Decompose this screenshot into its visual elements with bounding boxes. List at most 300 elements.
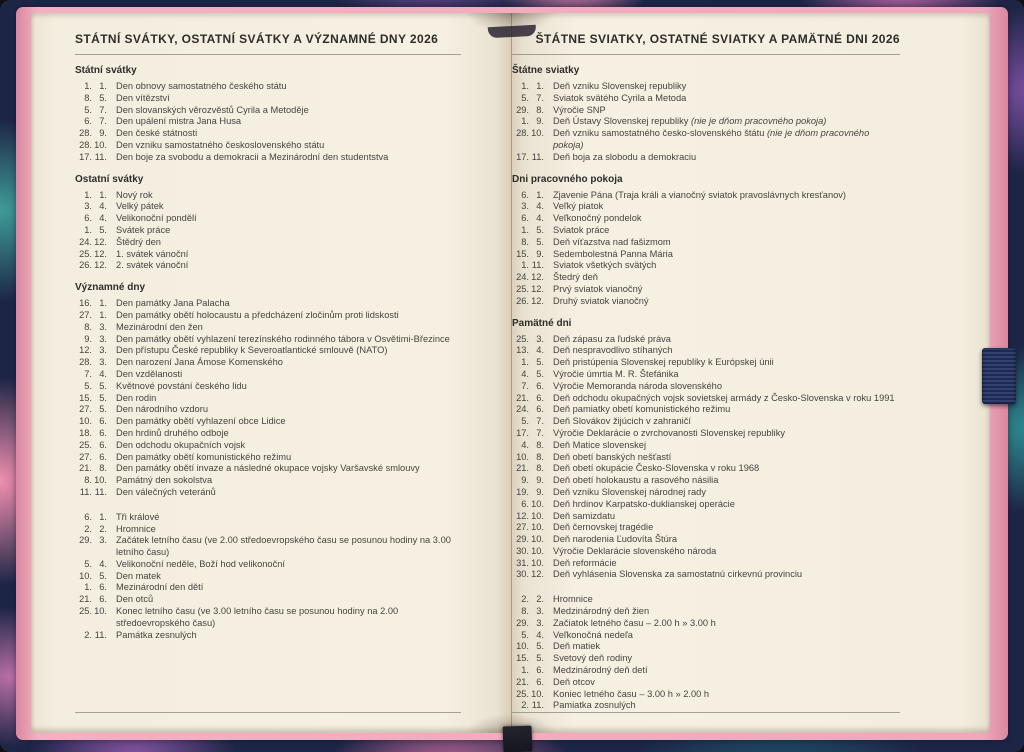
- holiday-month: 11.: [531, 151, 544, 162]
- holiday-month: 3.: [99, 333, 107, 344]
- holiday-month: 7.: [536, 92, 544, 103]
- holiday-row: [75, 81, 461, 93]
- holiday-text: Den matek: [116, 570, 161, 581]
- holiday-text: Veľký piatok: [553, 201, 604, 212]
- elastic-pen-loop: [982, 348, 1016, 404]
- holiday-text: Mezinárodní den žen: [116, 321, 203, 332]
- holiday-month: 5.: [99, 392, 107, 403]
- holiday-text: Deň vzniku Slovenskej republiky: [553, 81, 687, 91]
- holiday-day: 8.: [84, 92, 92, 103]
- holiday-month: 3.: [99, 357, 107, 368]
- holiday-day: 15.: [516, 653, 529, 664]
- holiday-month: 5.: [99, 570, 107, 581]
- left-page: [75, 30, 461, 641]
- holiday-row: [75, 404, 461, 416]
- holiday-day: 15.: [79, 392, 92, 403]
- holiday-row: [512, 452, 900, 464]
- holiday-text: Květnové povstání českého lidu: [116, 380, 247, 391]
- holiday-day: 21.: [516, 463, 529, 474]
- holiday-day: 1.: [521, 357, 529, 368]
- holiday-day: 5.: [521, 416, 529, 427]
- holiday-month: 11.: [94, 486, 107, 497]
- holiday-day: 1.: [521, 665, 529, 676]
- holiday-row: [75, 428, 461, 440]
- holiday-row: [512, 152, 900, 164]
- holiday-row: [75, 393, 461, 405]
- holiday-day: 1.: [521, 116, 529, 127]
- holiday-month: 10.: [531, 688, 544, 699]
- holiday-month: 6.: [536, 380, 544, 391]
- holiday-day: 27.: [79, 309, 92, 320]
- holiday-day: 25.: [516, 333, 529, 344]
- holiday-text: Nový rok: [116, 189, 153, 200]
- holiday-day: 9.: [84, 333, 92, 344]
- holiday-row: [512, 272, 900, 284]
- holiday-day: 28.: [79, 128, 92, 139]
- holiday-text: Svetový deň rodiny: [553, 653, 633, 664]
- holiday-month: 6.: [99, 427, 107, 438]
- holiday-text: Deň Slovákov žijúcich v zahraničí: [553, 416, 691, 427]
- holiday-text: Den vítězství: [116, 92, 170, 103]
- holiday-month: 12.: [531, 283, 544, 294]
- holiday-month: 6.: [99, 416, 107, 427]
- holiday-row: [75, 524, 461, 536]
- holiday-section: [75, 281, 461, 499]
- open-pages: [31, 13, 990, 733]
- holiday-month: 12.: [94, 260, 107, 271]
- holiday-month: 4.: [99, 368, 107, 379]
- holiday-text: Začátek letního času (ve 2.00 středoevropského času se posunou hodiny na 3.00 letního času): [116, 535, 451, 558]
- holiday-text: Den památky obětí vyhlazení terezínského rodinného tábora v Osvětimi-Březince: [116, 333, 450, 344]
- holiday-text: Hromnice: [116, 523, 156, 534]
- holiday-text: Medzinárodný deň detí: [553, 665, 648, 676]
- holiday-list: [75, 64, 461, 641]
- holiday-day: 3.: [84, 201, 92, 212]
- holiday-text: Pamiatka zosnulých: [553, 700, 636, 711]
- holiday-day: 8.: [521, 606, 529, 617]
- bookmark-ribbon: [503, 726, 533, 752]
- holiday-text: Deň hrdinov Karpatsko-duklianskej operácie: [553, 498, 735, 509]
- holiday-row: [512, 594, 900, 606]
- holiday-day: 2.: [521, 700, 529, 711]
- holiday-month: 12.: [531, 272, 544, 283]
- holiday-row: [512, 499, 900, 511]
- holiday-row: [512, 677, 900, 689]
- holiday-row: [75, 334, 461, 346]
- holiday-row: [75, 630, 461, 642]
- holiday-day: 2.: [521, 594, 529, 605]
- holiday-month: 4.: [536, 629, 544, 640]
- holiday-text: Veľkonočný pondelok: [553, 213, 642, 224]
- holiday-day: 12.: [79, 345, 92, 356]
- holiday-text: Deň vyhlásenia Slovenska za samostatnú cirkevnú provinciu: [553, 569, 803, 580]
- footer-divider: [512, 712, 900, 713]
- holiday-row: [512, 653, 900, 665]
- holiday-day: 6.: [84, 213, 92, 224]
- holiday-row: [512, 381, 900, 393]
- holiday-day: 13.: [516, 345, 529, 356]
- holiday-day: 8.: [84, 321, 92, 332]
- section-heading: Ostatní svátky: [75, 173, 144, 185]
- holiday-text: Deň pristúpenia Slovenskej republiky k Európskej únii: [553, 357, 774, 368]
- holiday-month: 6.: [99, 439, 107, 450]
- holiday-day: 28.: [516, 128, 529, 139]
- holiday-day: 28.: [79, 357, 92, 368]
- holiday-day: 7.: [84, 368, 92, 379]
- holiday-day: 30.: [516, 569, 529, 580]
- holiday-day: 6.: [84, 511, 92, 522]
- holiday-row: [75, 463, 461, 475]
- holiday-row: [512, 546, 900, 558]
- holiday-row: [512, 463, 900, 475]
- holiday-text: Den slovanských věrozvěstů Cyrila a Metoděje: [116, 104, 309, 115]
- holiday-row: [512, 284, 900, 296]
- holiday-row: [75, 487, 461, 499]
- holiday-day: 8.: [84, 475, 92, 486]
- holiday-month: 5.: [99, 92, 107, 103]
- holiday-day: 5.: [84, 558, 92, 569]
- holiday-month: 4.: [536, 345, 544, 356]
- holiday-month: 5.: [536, 368, 544, 379]
- holiday-day: 25.: [79, 439, 92, 450]
- holiday-month: 6.: [536, 676, 544, 687]
- holiday-month: 11.: [531, 700, 544, 711]
- holiday-row: [75, 369, 461, 381]
- holiday-day: 25.: [516, 688, 529, 699]
- holiday-month: 7.: [99, 104, 107, 115]
- holiday-month: 10.: [531, 557, 544, 568]
- holiday-day: 15.: [516, 248, 529, 259]
- holiday-day: 1.: [84, 224, 92, 235]
- holiday-row: [75, 213, 461, 225]
- holiday-day: 1.: [84, 582, 92, 593]
- holiday-month: 1.: [99, 309, 107, 320]
- holiday-month: 9.: [536, 475, 544, 486]
- holiday-row: [75, 93, 461, 105]
- holiday-day: 1.: [84, 189, 92, 200]
- section-heading: Pamätné dni: [512, 317, 572, 329]
- holiday-text: Deň Ústavy Slovenskej republiky (nie je dňom pracovného pokoja): [553, 116, 827, 127]
- holiday-text: Veľkonočná nedeľa: [553, 629, 633, 640]
- holiday-day: 29.: [516, 104, 529, 115]
- holiday-row: [75, 606, 461, 630]
- holiday-month: 1.: [536, 189, 544, 200]
- holiday-row: [512, 93, 900, 105]
- holiday-row: [512, 511, 900, 523]
- holiday-row: [75, 249, 461, 261]
- holiday-month: 5.: [536, 236, 544, 247]
- holiday-day: 1.: [521, 81, 529, 91]
- holiday-text: Deň Matice slovenskej: [553, 439, 647, 450]
- holiday-month: 11.: [94, 151, 107, 162]
- holiday-day: 6.: [521, 498, 529, 509]
- holiday-row: [512, 630, 900, 642]
- holiday-text: Sviatok práce: [553, 224, 610, 235]
- holiday-text: Deň nespravodlivo stíhaných: [553, 345, 673, 356]
- holiday-month: 12.: [94, 248, 107, 259]
- holiday-day: 25.: [516, 283, 529, 294]
- holiday-row: [512, 369, 900, 381]
- holiday-row: [512, 475, 900, 487]
- holiday-section: [75, 64, 461, 164]
- holiday-row: [512, 213, 900, 225]
- holiday-row: [512, 296, 900, 308]
- holiday-month: 6.: [99, 451, 107, 462]
- holiday-text: Štědrý den: [116, 236, 161, 247]
- holiday-day: 31.: [516, 557, 529, 568]
- holiday-section: [512, 64, 900, 164]
- holiday-text: Deň zápasu za ľudské práva: [553, 333, 671, 344]
- holiday-month: 3.: [99, 345, 107, 356]
- holiday-row: [512, 665, 900, 677]
- holiday-month: 3.: [536, 606, 544, 617]
- holiday-text: Deň obetí banských nešťastí: [553, 451, 672, 462]
- holiday-text: Prvý sviatok vianočný: [553, 283, 643, 294]
- holiday-month: 6.: [536, 392, 544, 403]
- holiday-text: Deň otcov: [553, 676, 595, 687]
- holiday-row: [512, 116, 900, 128]
- holiday-day: 8.: [521, 236, 529, 247]
- holiday-text: Den obnovy samostatného českého státu: [116, 81, 287, 91]
- holiday-month: 10.: [94, 606, 107, 617]
- holiday-row: [75, 475, 461, 487]
- holiday-month: 7.: [99, 116, 107, 127]
- holiday-row: [75, 381, 461, 393]
- holiday-text: Deň boja za slobodu a demokraciu: [553, 151, 697, 162]
- holiday-row: [75, 128, 461, 140]
- holiday-month: 10.: [94, 139, 107, 150]
- holiday-row: [512, 641, 900, 653]
- holiday-row: [75, 237, 461, 249]
- holiday-text: Medzinárodný deň žien: [553, 606, 650, 617]
- holiday-text: Den přístupu České republiky k Severoatlantické smlouvě (NATO): [116, 345, 388, 356]
- holiday-text: Den hrdinů druhého odboje: [116, 427, 229, 438]
- holiday-month: 4.: [99, 201, 107, 212]
- holiday-row: [75, 440, 461, 452]
- holiday-month: 12.: [531, 569, 544, 580]
- holiday-section: [75, 512, 461, 642]
- holiday-day: 1.: [521, 260, 529, 271]
- holiday-month: 5.: [99, 404, 107, 415]
- holiday-text: Hromnice: [553, 594, 593, 605]
- holiday-day: 18.: [79, 427, 92, 438]
- holiday-day: 10.: [516, 641, 529, 652]
- holiday-text: Den otců: [116, 594, 154, 605]
- holiday-day: 5.: [84, 380, 92, 391]
- holiday-text: Deň samizdatu: [553, 510, 616, 521]
- holiday-text: Den národního vzdoru: [116, 404, 208, 415]
- holiday-row: [512, 700, 900, 712]
- holiday-day: 29.: [516, 617, 529, 628]
- holiday-text: Den památky obětí holocaustu a předcházení zločinům proti lidskosti: [116, 309, 399, 320]
- holiday-text: Deň matiek: [553, 641, 601, 652]
- holiday-day: 6.: [521, 189, 529, 200]
- holiday-month: 11.: [531, 260, 544, 271]
- page-title: STÁTNÍ SVÁTKY, OSTATNÍ SVÁTKY A VÝZNAMNÉ DNY 2026: [75, 32, 439, 46]
- holiday-text: Den památky obětí komunistického režimu: [116, 451, 292, 462]
- holiday-row: [512, 428, 900, 440]
- holiday-list: [512, 64, 900, 712]
- holiday-row: [512, 522, 900, 534]
- holiday-day: 29.: [79, 535, 92, 546]
- holiday-row: [512, 618, 900, 630]
- holiday-day: 25.: [79, 248, 92, 259]
- holiday-day: 3.: [521, 201, 529, 212]
- holiday-row: [75, 201, 461, 213]
- holiday-row: [75, 571, 461, 583]
- section-heading: Štátne sviatky: [512, 65, 580, 76]
- holiday-section: [512, 173, 900, 308]
- holiday-month: 5.: [99, 380, 107, 391]
- holiday-month: 8.: [536, 439, 544, 450]
- right-page: [512, 30, 900, 712]
- holiday-text: Tři králové: [116, 511, 160, 522]
- holiday-day: 1.: [521, 224, 529, 235]
- holiday-row: [512, 393, 900, 405]
- holiday-text: Deň obetí okupácie Česko-Slovenska v roku 1968: [553, 463, 760, 474]
- holiday-month: 9.: [536, 248, 544, 259]
- holiday-text: Den památky obětí invaze a následné okupace vojsky Varšavské smlouvy: [116, 463, 420, 474]
- holiday-row: [512, 357, 900, 369]
- holiday-row: [512, 249, 900, 261]
- holiday-text: Deň odchodu okupačných vojsk sovietskej armády z Česko-Slovenska v roku 1991: [553, 392, 895, 403]
- holiday-month: 5.: [536, 653, 544, 664]
- holiday-month: 5.: [536, 641, 544, 652]
- holiday-day: 1.: [84, 81, 92, 91]
- holiday-row: [75, 345, 461, 357]
- holiday-row: [75, 416, 461, 428]
- title-divider: [75, 54, 461, 55]
- holiday-day: 17.: [516, 427, 529, 438]
- holiday-row: [75, 190, 461, 202]
- holiday-month: 5.: [536, 357, 544, 368]
- holiday-month: 10.: [94, 475, 107, 486]
- holiday-day: 24.: [516, 272, 529, 283]
- holiday-day: 27.: [516, 522, 529, 533]
- holiday-day: 25.: [79, 606, 92, 617]
- holiday-month: 4.: [536, 201, 544, 212]
- holiday-day: 27.: [79, 404, 92, 415]
- holiday-row: [512, 606, 900, 618]
- holiday-text: Výročie Memoranda národa slovenského: [553, 380, 722, 391]
- holiday-day: 2.: [84, 523, 92, 534]
- holiday-text: Den vzniku samostatného československého státu: [116, 139, 325, 150]
- holiday-text: Deň vzniku samostatného česko-slovenského štátu (nie je dňom pracovného pokoja): [553, 128, 870, 150]
- holiday-month: 10.: [531, 534, 544, 545]
- holiday-month: 12.: [531, 295, 544, 306]
- holiday-month: 2.: [99, 523, 107, 534]
- holiday-text: Začiatok letného času – 2.00 h » 3.00 h: [553, 617, 716, 628]
- holiday-row: [75, 535, 461, 559]
- holiday-day: 16.: [79, 298, 92, 309]
- holiday-month: 3.: [536, 333, 544, 344]
- holiday-day: 7.: [521, 380, 529, 391]
- holiday-row: [512, 558, 900, 570]
- holiday-text: Výročie SNP: [553, 104, 606, 115]
- holiday-day: 27.: [79, 451, 92, 462]
- holiday-month: 4.: [536, 213, 544, 224]
- holiday-text: Deň reformácie: [553, 557, 617, 568]
- holiday-month: 10.: [531, 522, 544, 533]
- holiday-text: Deň vzniku Slovenskej národnej rady: [553, 486, 706, 497]
- holiday-row: [512, 534, 900, 546]
- holiday-text: Deň obetí holokaustu a rasového násilia: [553, 475, 719, 486]
- section-heading: Významné dny: [75, 282, 146, 294]
- holiday-day: 21.: [79, 594, 92, 605]
- holiday-day: 26.: [79, 260, 92, 271]
- holiday-row: [512, 569, 900, 581]
- holiday-text: Den rodin: [116, 392, 157, 403]
- holiday-text: Velikonoční pondělí: [116, 213, 197, 224]
- holiday-row: [512, 345, 900, 357]
- holiday-month: 3.: [536, 617, 544, 628]
- holiday-text: Velký pátek: [116, 201, 164, 212]
- holiday-month: 4.: [99, 213, 107, 224]
- holiday-text: Koniec letného času – 3.00 h » 2.00 h: [553, 688, 710, 699]
- holiday-text: Sviatok svätého Cyrila a Metoda: [553, 92, 687, 103]
- holiday-month: 8.: [99, 463, 107, 474]
- holiday-row: [75, 105, 461, 117]
- footer-divider: [75, 712, 461, 713]
- holiday-month: 5.: [536, 224, 544, 235]
- holiday-month: 3.: [99, 535, 107, 546]
- holiday-text: Deň černovskej tragédie: [553, 522, 654, 533]
- holiday-text: Velikonoční neděle, Boží hod velikonoční: [116, 558, 286, 569]
- holiday-month: 1.: [99, 189, 107, 200]
- holiday-month: 9.: [536, 486, 544, 497]
- holiday-day: 11.: [79, 486, 92, 497]
- holiday-row: [75, 582, 461, 594]
- holiday-month: 10.: [531, 128, 544, 139]
- holiday-text: Deň víťazstva nad fašizmom: [553, 236, 671, 247]
- holiday-day: 19.: [516, 486, 529, 497]
- holiday-row: [75, 116, 461, 128]
- holiday-day: 6.: [521, 213, 529, 224]
- holiday-month: 6.: [536, 404, 544, 415]
- holiday-month: 11.: [94, 629, 107, 640]
- holiday-row: [75, 260, 461, 272]
- holiday-month: 7.: [536, 427, 544, 438]
- holiday-section: [75, 173, 461, 273]
- holiday-text: Mezinárodní den dětí: [116, 582, 204, 593]
- holiday-note: (nie je dňom pracovného pokoja): [553, 128, 870, 150]
- holiday-day: 12.: [516, 510, 529, 521]
- holiday-day: 17.: [516, 151, 529, 162]
- holiday-text: Svátek práce: [116, 224, 171, 235]
- holiday-text: Den památky obětí vyhlazení obce Lidice: [116, 416, 286, 427]
- holiday-row: [512, 105, 900, 117]
- holiday-month: 6.: [99, 582, 107, 593]
- holiday-text: Den boje za svobodu a demokracii a Mezinárodní den studentstva: [116, 151, 389, 162]
- holiday-month: 8.: [536, 104, 544, 115]
- holiday-day: 5.: [84, 104, 92, 115]
- holiday-section: [512, 594, 900, 712]
- holiday-text: Památka zesnulých: [116, 629, 197, 640]
- holiday-text: Den české státnosti: [116, 128, 198, 139]
- holiday-row: [512, 416, 900, 428]
- holiday-day: 6.: [84, 116, 92, 127]
- holiday-month: 7.: [536, 416, 544, 427]
- holiday-text: Památný den sokolstva: [116, 475, 213, 486]
- holiday-section: [512, 317, 900, 582]
- holiday-text: Den vzdělanosti: [116, 368, 183, 379]
- holiday-text: Sviatok všetkých svätých: [553, 260, 657, 271]
- holiday-day: 21.: [79, 463, 92, 474]
- page-title: ŠTÁTNE SVIATKY, OSTATNÉ SVIATKY A PAMÄTNÉ DNI 2026: [535, 32, 900, 46]
- holiday-month: 9.: [536, 116, 544, 127]
- holiday-row: [75, 140, 461, 152]
- holiday-row: [512, 81, 900, 93]
